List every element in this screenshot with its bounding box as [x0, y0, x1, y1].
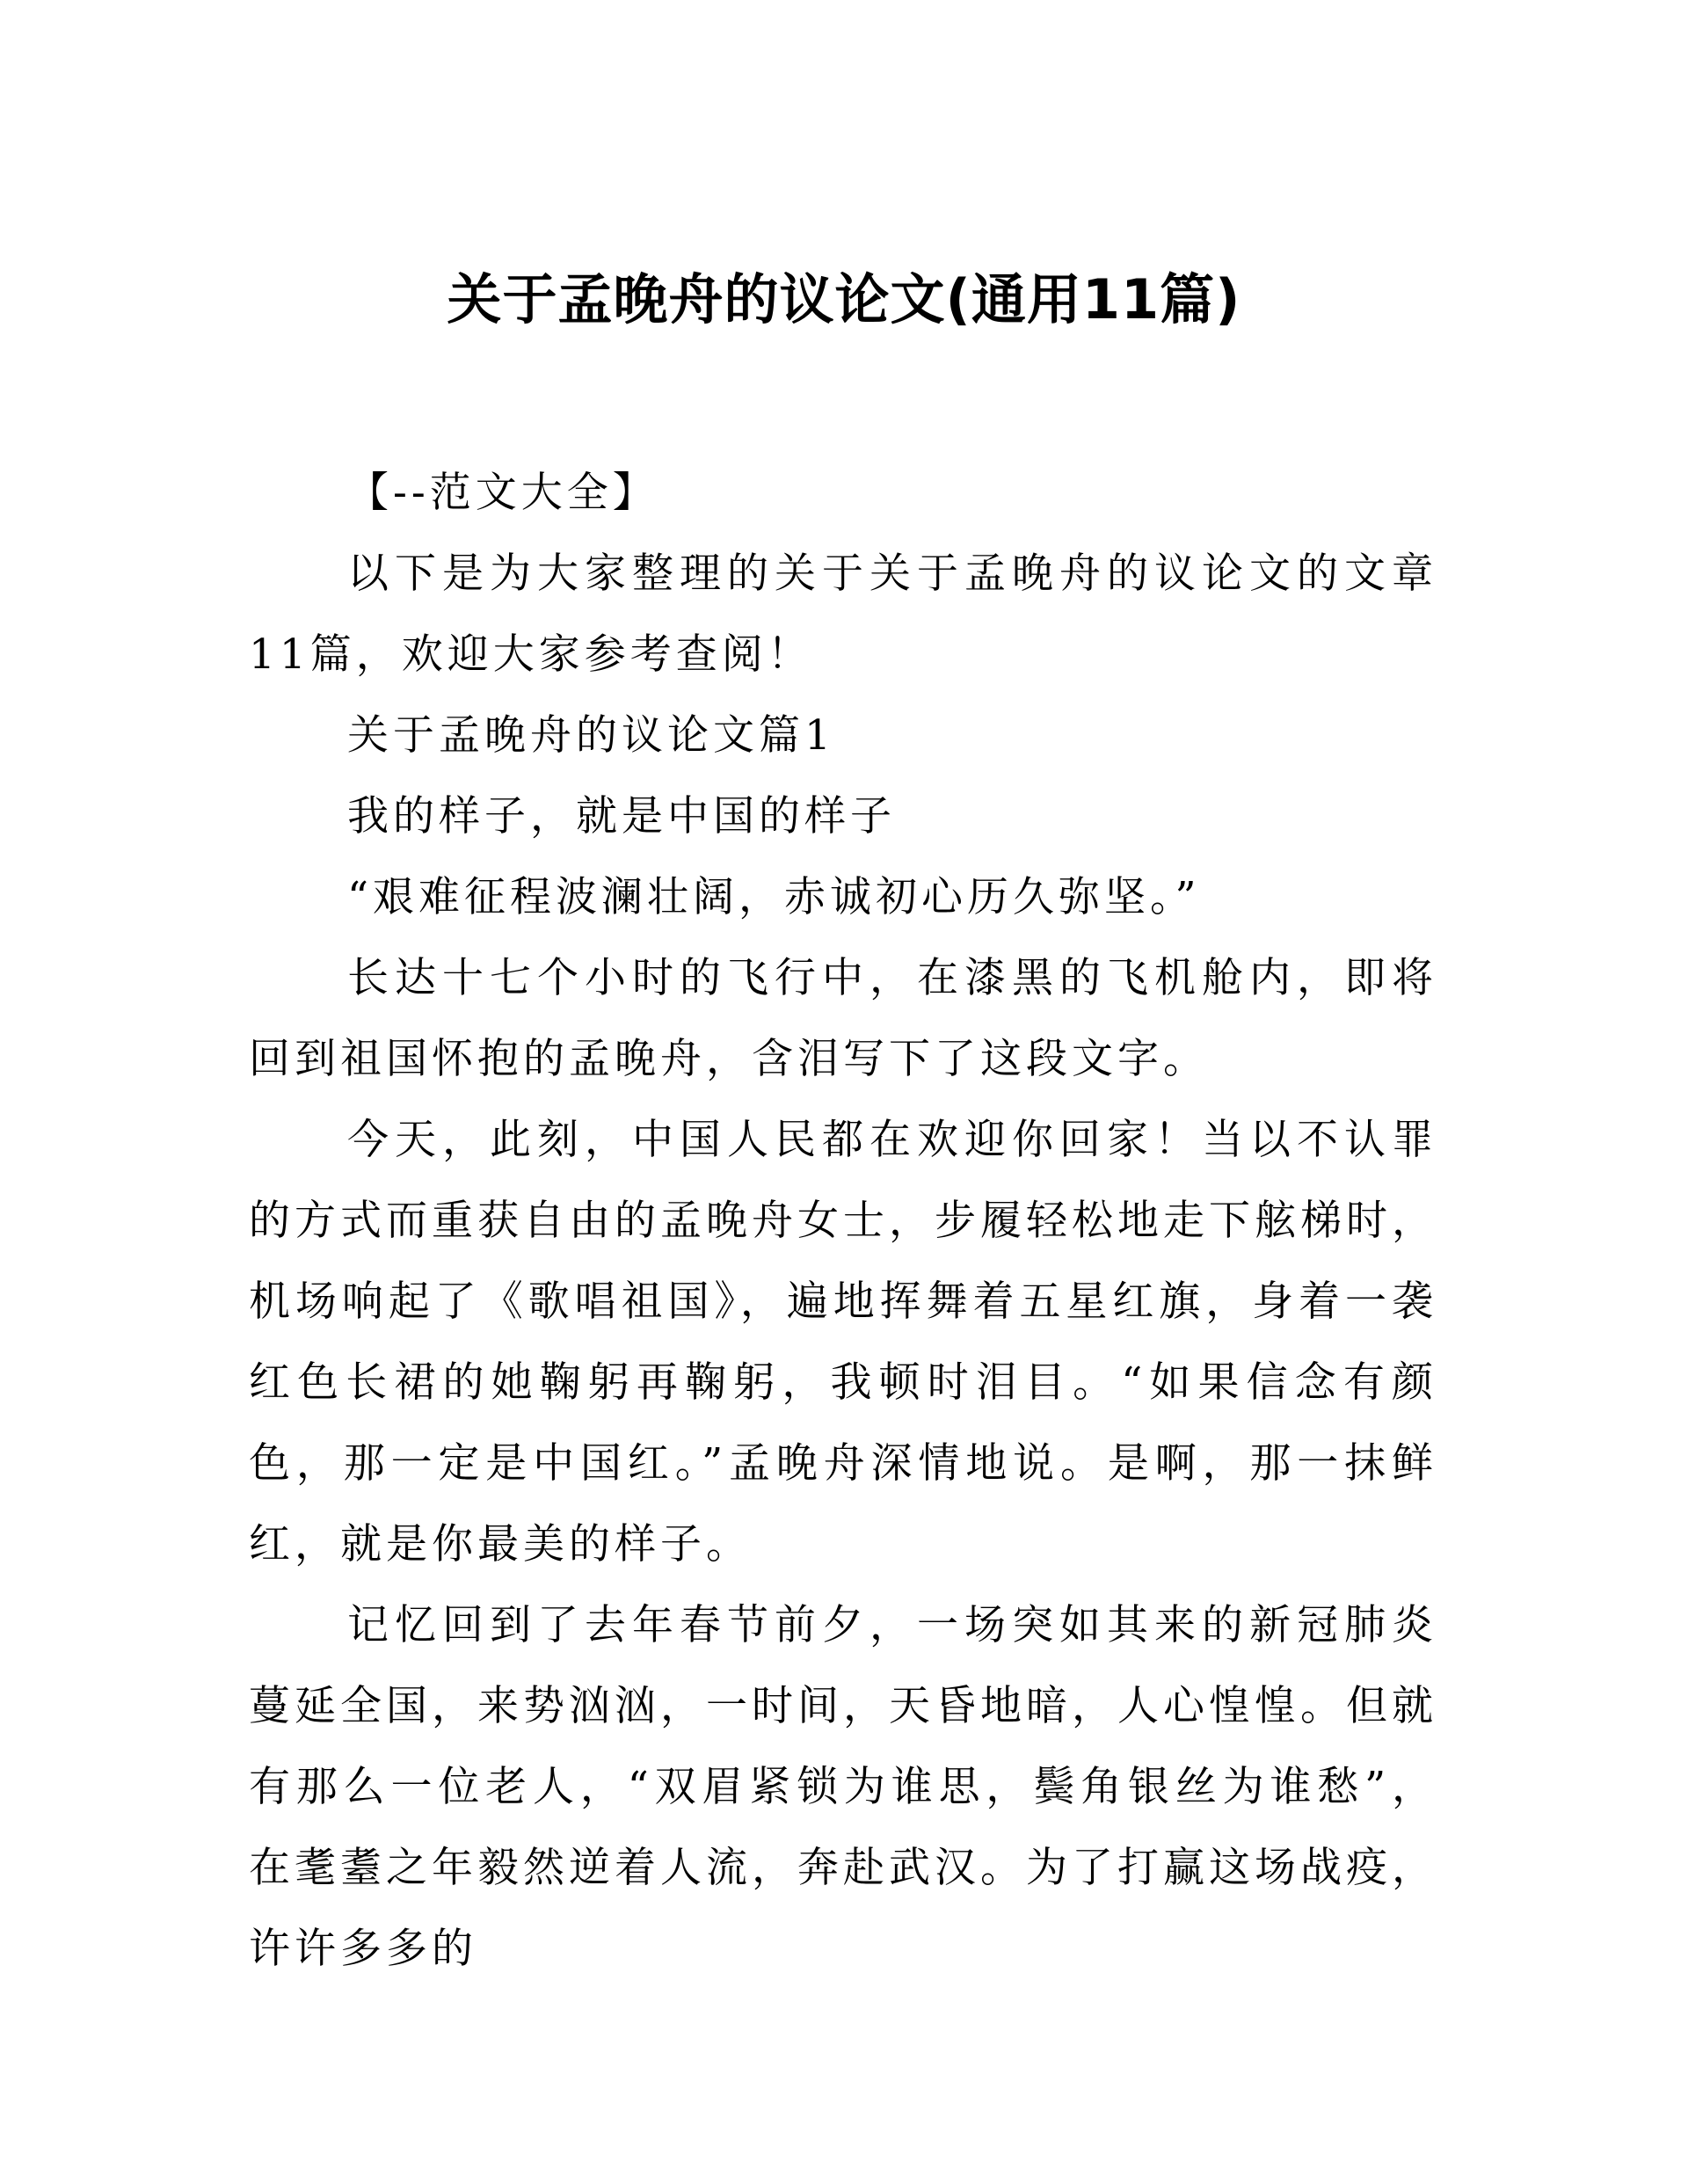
document-title: 关于孟晚舟的议论文(通用11篇): [447, 267, 1241, 331]
section-heading: 关于孟晚舟的议论文篇1: [347, 711, 835, 760]
body-paragraph: 长达十七个小时的飞行中，在漆黑的飞机舱内，即将回到祖国怀抱的孟晚舟，含泪写下了这段文字。: [249, 954, 1437, 1083]
body-paragraph: 今天，此刻，中国人民都在欢迎你回家！当以不认罪的方式而重获自由的孟晚舟女士，步履轻松地走下舷梯时，机场响起了《歌唱祖国》，遍地挥舞着五星红旗，身着一袭红色长裙的她鞠躬再鞠躬，我顿时泪目。“如果信念有颜色，那一定是中国红。”孟晚舟深情地说。是啊，那一抹鲜红，就是你最美的样子。: [249, 1116, 1437, 1569]
document-body: [249, 453, 1437, 1990]
quote-paragraph: “艰难征程波澜壮阔，赤诚初心历久弥坚。”: [347, 873, 1201, 921]
source-tag: 【--范文大全】: [347, 469, 658, 517]
body-paragraph: 记忆回到了去年春节前夕，一场突如其来的新冠肺炎蔓延全国，来势汹汹，一时间，天昏地暗，人心惶惶。但就有那么一位老人，“双眉紧锁为谁思，鬓角银丝为谁愁”，在耄耋之年毅然逆着人流，奔赴武汉。为了打赢这场战疫，许许多多的: [249, 1601, 1437, 1973]
essay-title: 我的样子，就是中国的样子: [347, 792, 896, 841]
intro-paragraph: 以下是为大家整理的关于关于孟晚舟的议论文的文章11篇，欢迎大家参考查阅！: [249, 550, 1437, 679]
